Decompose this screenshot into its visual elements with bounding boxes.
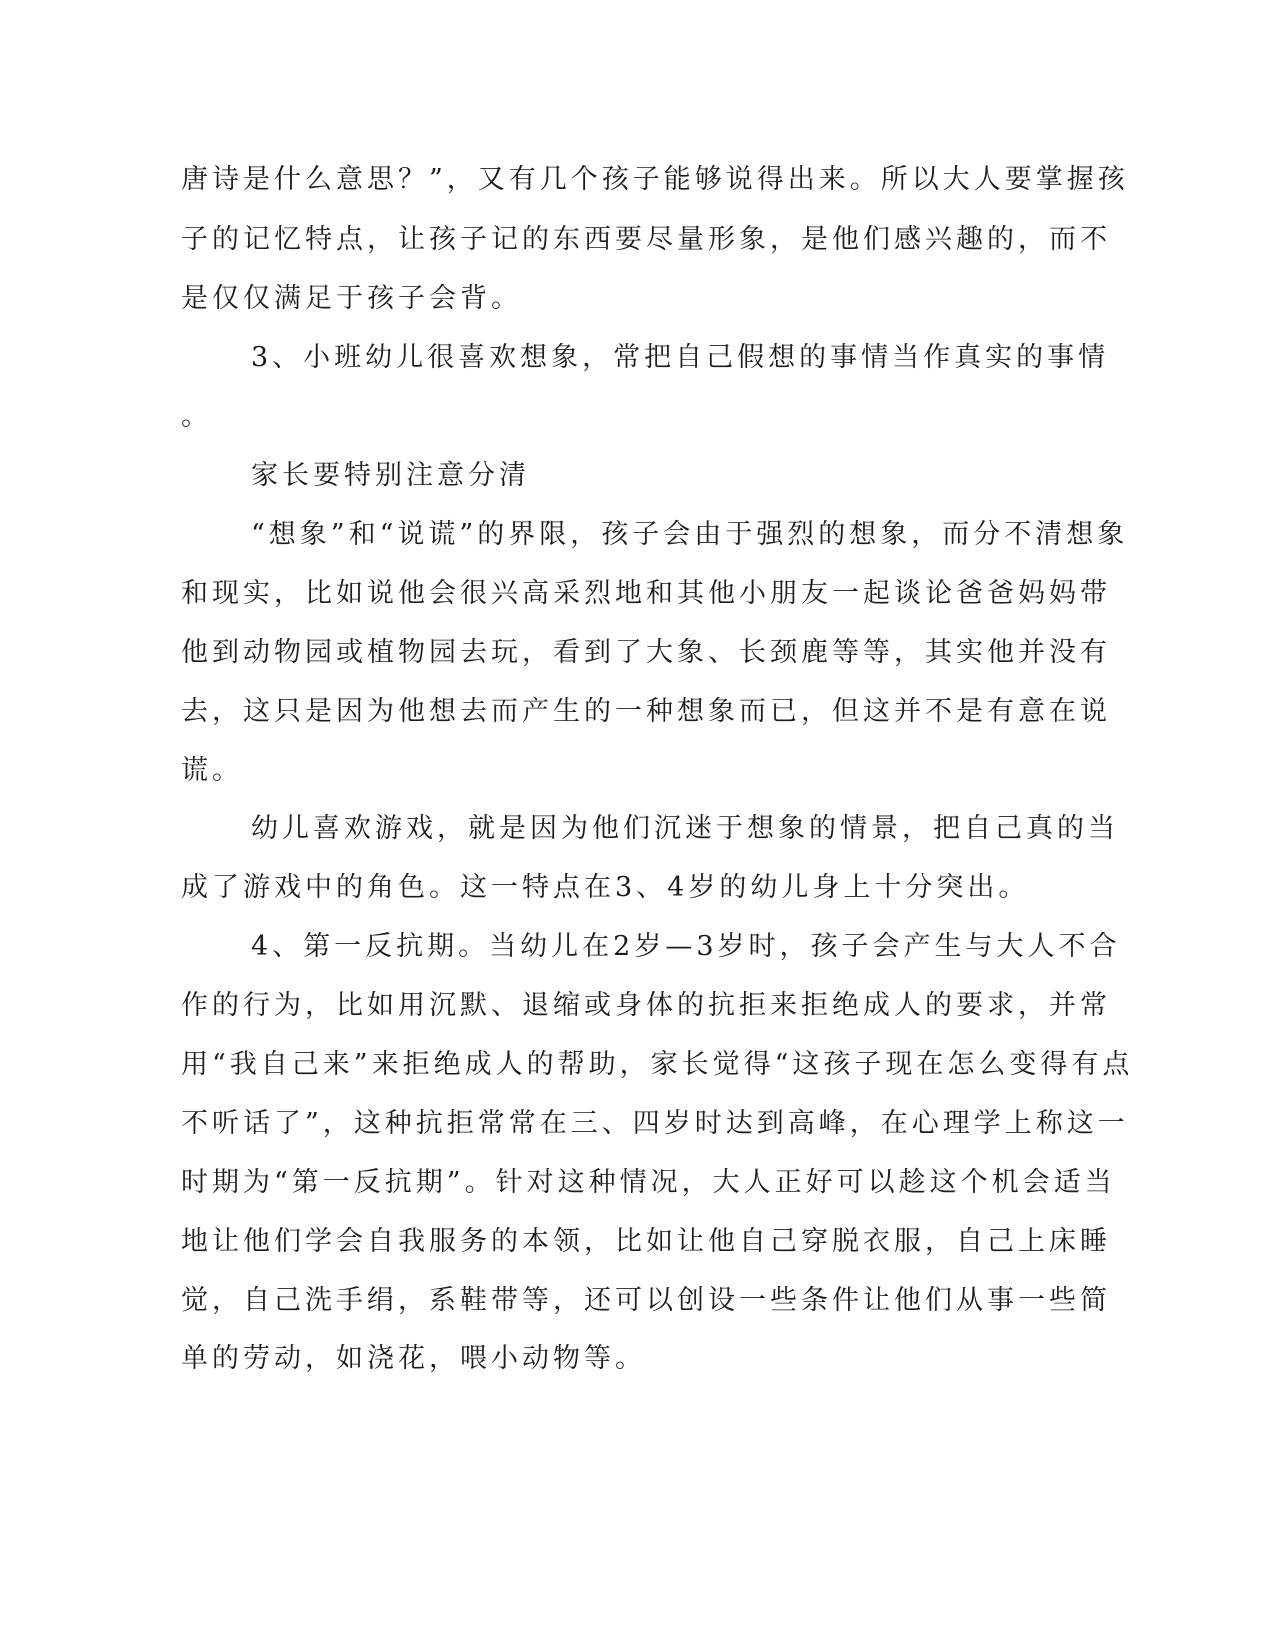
text-line: 幼儿喜欢游戏，就是因为他们沉迷于想象的情景，把自己真的当 (251, 813, 1119, 844)
text-line: 3、小班幼儿很喜欢想象，常把自己假想的事情当作真实的事情 (251, 342, 1110, 373)
text-line: 不听话了”，这种抗拒常常在三、四岁时达到高峰，在心理学上称这一 (181, 1108, 1129, 1139)
text-line: 地让他们学会自我服务的本领，比如让他自己穿脱衣服，自己上床睡 (181, 1226, 1111, 1257)
text-line: 家长要特别注意分清 (251, 460, 530, 491)
text-line: 谎。 (181, 755, 243, 786)
text-line: 用“我自己来”来拒绝成人的帮助，家长觉得“这孩子现在怎么变得有点 (181, 1049, 1134, 1080)
text-line: 4、第一反抗期。当幼儿在2岁—3岁时，孩子会产生与大人不合 (251, 931, 1121, 962)
text-line: 成了游戏中的角色。这一特点在3、4岁的幼儿身上十分突出。 (181, 872, 1030, 903)
text-line: 子的记忆特点，让孩子记的东西要尽量形象，是他们感兴趣的，而不 (181, 224, 1111, 255)
text-line: 觉，自己洗手绢，系鞋带等，还可以创设一些条件让他们从事一些简 (181, 1285, 1111, 1316)
text-line: 唐诗是什么意思？”，又有几个孩子能够说得出来。所以大人要掌握孩 (181, 164, 1129, 195)
text-line: 是仅仅满足于孩子会背。 (181, 283, 522, 314)
text-line: “想象”和“说谎”的界限，孩子会由于强烈的想象，而分不清想象 (251, 519, 1129, 550)
text-line: 时期为“第一反抗期”。针对这种情况，大人正好可以趁这个机会适当 (181, 1167, 1116, 1198)
text-line: 单的劳动，如浇花，喂小动物等。 (181, 1343, 646, 1374)
text-line: 。 (181, 401, 212, 432)
text-line: 去，这只是因为他想去而产生的一种想象而已，但这并不是有意在说 (181, 696, 1111, 727)
text-line: 和现实，比如说他会很兴高采烈地和其他小朋友一起谈论爸爸妈妈带 (181, 578, 1111, 609)
text-line: 他到动物园或植物园去玩，看到了大象、长颈鹿等等，其实他并没有 (181, 637, 1111, 668)
text-line: 作的行为，比如用沉默、退缩或身体的抗拒来拒绝成人的要求，并常 (181, 990, 1111, 1021)
